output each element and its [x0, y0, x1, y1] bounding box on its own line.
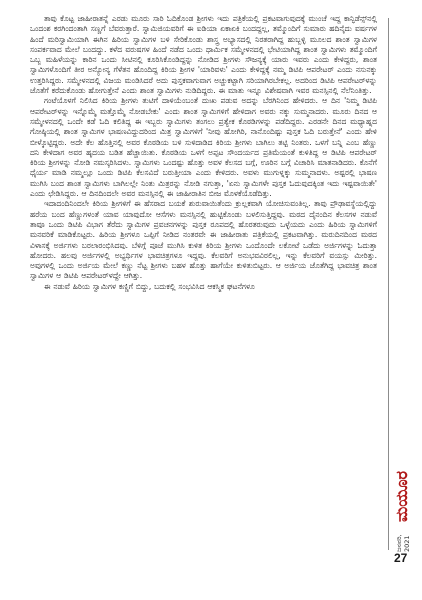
article-body: [30, 14, 377, 292]
page-number: 27: [394, 551, 408, 565]
article-paragraph-4: ಈ ನಡುವೆ ಹಿರಿಯ ಸ್ವಾಮಿಗಳ ಕಣ್ಣಿಗೆ ಬಿದ್ದು, ಬದುಕಲ್ಲಿ ಸಂಭವಿಸಿದ ಆಕಸ್ಮಿಕ ಘಟನೆಗಳೂ: [44, 281, 255, 291]
margin-divider: [388, 18, 389, 550]
magazine-logo: ಮಯೂರ: [392, 470, 411, 522]
issue-date: ಜನವರಿ, 2021: [395, 534, 411, 552]
article-paragraph-1: ತಾವು ಕೊಟ್ಟ ಜಾಹೀರಾತನ್ನೆ ಎರಡು ಮೂರು ಸಾರಿ ಓದಿಕೊಂಡ ಶ್ರೀಗಳು ಇದು ಪತ್ರಿಕೆಯಲ್ಲಿ ಪ್ರಕಟವಾಗುವುದಕ್ಕೆ ಮುಂಚೆ ಇದ್ದ ಕಾನ್ಫಿಡೆನ್ಸ್‌ನಲ್ಲಿ ಒಂದಂಶ ಕರಗಿಂದಂತಾಗಿ ಸಣ್ಣಗೆ ಬೆವರುತ್ತಾರೆ. ಸ್ವಾಮಿಜಿಯವರಿಗೆ ಈ ಐಡಿಯಾ ಏಕಾಏಕಿ ಬಂದದ್ದಲ್ಲ, ತಮ್ಮೊಂದಿಗೆ ಸುಮಾರು ಹದಿನೈದು ವರ್ಷಗಳ ಹಿಂದೆ ಮರಿಸ್ವಾಮಿಯಾಗಿ ಈಗಿನ ಹಿರಿಯ ಸ್ವಾಮಿಗಳ ಬಳಿ ಸೇರಿಕೊಂಡು ಶಾಸ್ತ್ರ ಅಭ್ಯಾಸದಲ್ಲಿ ನಿರತರಾಗಿದ್ದ ಹುಬ್ಬಳ್ಳಿ ಮೂಲದ ಶಾಂತ ಸ್ವಾಮಿಗಳ ಸಂಪರ್ಕವಾದ ಮೇಲೆ ಬಂದದ್ದು. ಕಳೆದ ವರುಷಗಳ ಹಿಂದೆ ನಡೆದ ಒಂದು ಧಾರ್ಮಿಕ ಸಮ್ಮೇಳನದಲ್ಲಿ ಭೇಟಿಯಾಗಿದ್ದ ಶಾಂತ ಸ್ವಾಮಿಗಳು ತಮ್ಮೊಂದಿಗೆ ಒಬ್ಬ ಮಹಿಳೆಯನ್ನು ಕಾರಿನ ಒಂದು ಸೀಟಿನಲ್ಲಿ ಕೂರಿಸಿಕೊಂಡಿದ್ದನ್ನು ನೋಡಿದ ಶ್ರೀಗಳು ಸೌಜನ್ಯಕ್ಕೆ ಯಾರು ಇವರು ಎಂದು ಕೇಳಿದ್ದರು, ಶಾಂತ ಸ್ವಾಮಿಗಳೊಂದಿಗೆ ತೀರ ಅನ್ಯೋನ್ಯ ಗೆಳೆತನ ಹೊಂದಿದ್ದ ಕಿರಿಯ ಶ್ರೀಗಳ 'ಯಾರಿವಳು' ಎಂದು ಕೇಳಿದ್ದಕ್ಕೆ ನಮ್ಮ ಡಿಟಿಪಿ ಆಪರೇಟರ್ ಎಂದು ನಸುನಕ್ಕು ಉತ್ತರಿಸಿದ್ದರು. ಸಮ್ಮೇಳನದಲ್ಲಿ ವಿಜಯ ಮಂಡಿಸಿದರೆ ಅದು ಪುಸ್ತಕವಾಗುವಾಗ ಅಚ್ಚುಕಟ್ಟಾಗಿ ಸರಿಯಾಗಿರಬೇಕಲ್ಲ. ಅದರಿಂದ ಡಿಟಿಪಿ ಆಪರೇಟರ್‌ಳನ್ನು ಜೊತೆಗೆ ಕರೆದುಕೊಂಡು ಹೋಗುತ್ತೇನೆ ಎಂದು ಶಾಂತ ಸ್ವಾಮಿಗಳು ನುಡಿದಿದ್ದರು. ಈ ಮಾತು ಇನ್ನೂ ವಿಶೇಷವಾಗಿ ಇವರ ಮನಸ್ಸಿನಲ್ಲಿ ನೆಲೆನಿಂತಿತ್ತು.: [30, 14, 377, 96]
article-paragraph-3: ಇದಾದಂದಿನಿಂದಲೇ ಕಿರಿಯ ಶ್ರೀಗಳಿಗೆ ಈ ಹೆಸರಾದ ಬಯಕೆ ಶುರುವಾಯಿತೆಂದು ಕ್ರುಲ್ಲಕವಾಗಿ ಯೋಚಿಸುವಂತಿಲ್ಲ. ತಾವು ಪ್ರೌಢಾವಸ್ಥೆಯಲ್ಲಿದ್ದು ಹರೆಯ ಬಂದ ಹೆಣ್ಣುಗಳಂತೆ ಯಾವ ಯಾವುದೋ ಆಸೆಗಳು ಮನಸ್ಸಿನಲ್ಲಿ ಹುಟ್ಟಿಕೊಂಡು ಬಳಲಿಸುತ್ತಿದ್ದವು. ಮಠದ ದೈನಂದಿನ ಕೆಲಸಗಳ ನಡುವೆ ತಾವೂ ಒಂದು ಡಿಟಿಪಿ ವಿಭಾಗ ತೆರೆದು ಸ್ವಾಮಿಗಳ ಪ್ರವಚನಗಳನ್ನು ಪುಸ್ತಕ ರೂಪದಲ್ಲಿ ಹೊರತರುವುದು ಒಳ್ಳೆಯದು ಎಂದು ಹಿರಿಯ ಸ್ವಾಮಿಗಳಿಗೆ ಮನವರಿಕೆ ಮಾಡಿಕೊಟ್ಟರು. ಹಿರಿಯ ಶ್ರೀಗಳೂ ಒಪ್ಪಿಗೆ ನೀಡಿದ ನಂತರವೇ ಈ ಜಾಹೀರಾತು ಪತ್ರಿಕೆಯಲ್ಲಿ ಪ್ರಕಟವಾಗಿತ್ತು. ಮರುದಿನದಿಂದ ಮಠದ ವಿಳಾಸಕ್ಕೆ ಅರ್ಜಿಗಳು ಬರಲಾರಂಭಿಸಿದವು. ಬೆಳಿಗ್ಗೆ ಪೂಜೆ ಮುಗಿಸಿ ಕುಳಿತ ಕಿರಿಯ ಶ್ರೀಗಳು ಒಂದೊಂದೇ ಲಕೋಟೆ ಒಡೆದು ಅರ್ಜಿಗಳನ್ನು ಓದುತ್ತಾ ಹೋದರು. ಹಲವು ಅರ್ಜಿಗಳಲ್ಲಿ ಅಭ್ಯರ್ಥಿಗಳ ಭಾವಚಿತ್ರಗಳೂ ಇದ್ದವು. ಕೆಲವರಿಗೆ ಅನುಭವವಿರಲಿಲ್ಲ, ಇನ್ನು ಕೆಲವರಿಗೆ ವಯಸ್ಸು ಮೀರಿತ್ತು. ಅವುಗಳಲ್ಲಿ ಒಂದು ಅರ್ಜಿಯ ಮೇಲೆ ಕಣ್ಣು ನೆಟ್ಟ ಶ್ರೀಗಳು ಬಹಳ ಹೊತ್ತು ಹಾಗೆಯೇ ಕುಳಿತುಬಿಟ್ಟರು. ಆ ಅರ್ಜಿಯ ಜೊತೆಗಿದ್ದ ಭಾವಚಿತ್ರ ಶಾಂತ ಸ್ವಾಮಿಗಳ ಆ ಡಿಟಿಪಿ ಆಪರೇಟರ್‌ಳದ್ದೇ ಆಗಿತ್ತು.: [30, 199, 377, 281]
article-paragraph-2: ಗಂಟೆಯೊಳಗೆ ನಿಲಿಸಿದ ಕಿರಿಯ ಶ್ರೀಗಳು ತುಟಿಗೆ ದಾಳಿಯೆಂಬಂತೆ ದುಃಖ ಪಡುವ ಅದನ್ನು ಬೆರಗಿನಿಂದ ಹೇಳಿದರು. ಆ ದಿನ 'ನಿಮ್ಮ ಡಿಟಿಪಿ ಆಪರೇಟರ್‌ಳನ್ನು ಇನ್ನೊಮ್ಮೆ ಮತ್ತೊಮ್ಮೆ ನೋಡಬೇಕು' ಎಂದು ಶಾಂತ ಸ್ವಾಮಿಗಳಿಗೆ ಹೇಳಿದಾಗ ಅವರು ನಕ್ಕು ಸುಮ್ಮನಾದರು. ಮೂರು ದಿನದ ಆ ಸಮ್ಮೇಳನದಲ್ಲಿ ಒಂದೇ ಕಡೆ ಓದಿ ಕಲಿತಿದ್ದ ಈ ಇಬ್ಬರು ಸ್ವಾಮಿಗಳು ತಂಗಲು ಪ್ರತ್ಯೇಕ ಕೊಠಡಿಗಳನ್ನು ಪಡೆದಿದ್ದರು. ಎರಡನೇ ದಿನದ ಮಧ್ಯಾಹ್ನದ ಗೋಷ್ಠಿಯಲ್ಲಿ ಶಾಂತ ಸ್ವಾಮಿಗಳ ಭಾಷಣವಿದ್ದುದರಿಂದ ಮಿತ್ರ ಸ್ವಾಮಿಗಳಿಗೆ 'ನೀವು ಹೋಗಿರಿ, ನಾನೊಂದಿಷ್ಟು ಪುಸ್ತಕ ಓದಿ ಬರುತ್ತೇನೆ' ಎಂದು ಹೇಳಿ ಬೀಳ್ಕೊಟ್ಟಿದ್ದರು. ಅದೇ ಕೆಲ ಹೊತ್ತಿನಲ್ಲಿ ಅವರ ಕೊಠಡಿಯ ಬಳಿ ಸುಳಿದಾಡಿದ ಕಿರಿಯ ಶ್ರೀಗಳು ಬಾಗಿಲು ತಟ್ಟಿ ನಿಂತರು. ಒಳಗೆ ಬನ್ನಿ ಎಂಬ ಹೆಣ್ಣು ದನಿ ಕೇಳಿದಾಗ ಅವರ ಹೃದಯ ಬಡಿತ ಹೆಚ್ಚಾಯಿತು. ಕೊಠಡಿಯ ಒಳಗೆ ಅಪ್ಪಟ ಸೌಂದರ್ಯದ ಪ್ರತಿಮೆಯಂತೆ ಕುಳಿತಿದ್ದ ಆ ಡಿಟಿಪಿ ಆಪರೇಟರ್ ಕಿರಿಯ ಶ್ರೀಗಳನ್ನು ನೋಡಿ ನಮಸ್ಕರಿಸಿದಳು. ಸ್ವಾಮಿಗಳು ಒಂದಷ್ಟು ಹೊತ್ತು ಅವಳ ಕೆಲಸದ ಬಗ್ಗೆ, ಊರಿನ ಬಗ್ಗೆ ವಿಚಾರಿಸಿ ಮಾತನಾಡಿದರು. ಕೊನೆಗೆ ಧೈರ್ಯ ಮಾಡಿ ನಮ್ಮಲ್ಲೂ ಒಂದು ಡಿಟಿಪಿ ಕೆಲಸವಿದೆ ಬರುತ್ತೀಯಾ ಎಂದು ಕೇಳಿದರು. ಅವಳು ಮುಗುಳ್ನಕ್ಕು ಸುಮ್ಮನಾದಳು. ಅಷ್ಟರಲ್ಲಿ ಭಾಷಣ ಮುಗಿಸಿ ಬಂದ ಶಾಂತ ಸ್ವಾಮಿಗಳು ಬಾಗಿಲಲ್ಲೇ ನಿಂತು ಮಿತ್ರರನ್ನು ನೋಡಿ ನಗುತ್ತಾ, 'ಏನು ಸ್ವಾಮಿಗಳೇ ಪುಸ್ತಕ ಓದುವುದಕ್ಕಿಂತ ಇದು ಇಷ್ಟವಾಯಿತೇ' ಎಂದು ಛೇಡಿಸಿದ್ದರು. ಆ ದಿನದಿಂದಲೇ ಅವರ ಮನಸ್ಸಿನಲ್ಲಿ ಈ ಜಾಹೀರಾತಿನ ಬೀಜ ಮೊಳಕೆಯೊಡೆದಿತ್ತು.: [30, 96, 377, 199]
